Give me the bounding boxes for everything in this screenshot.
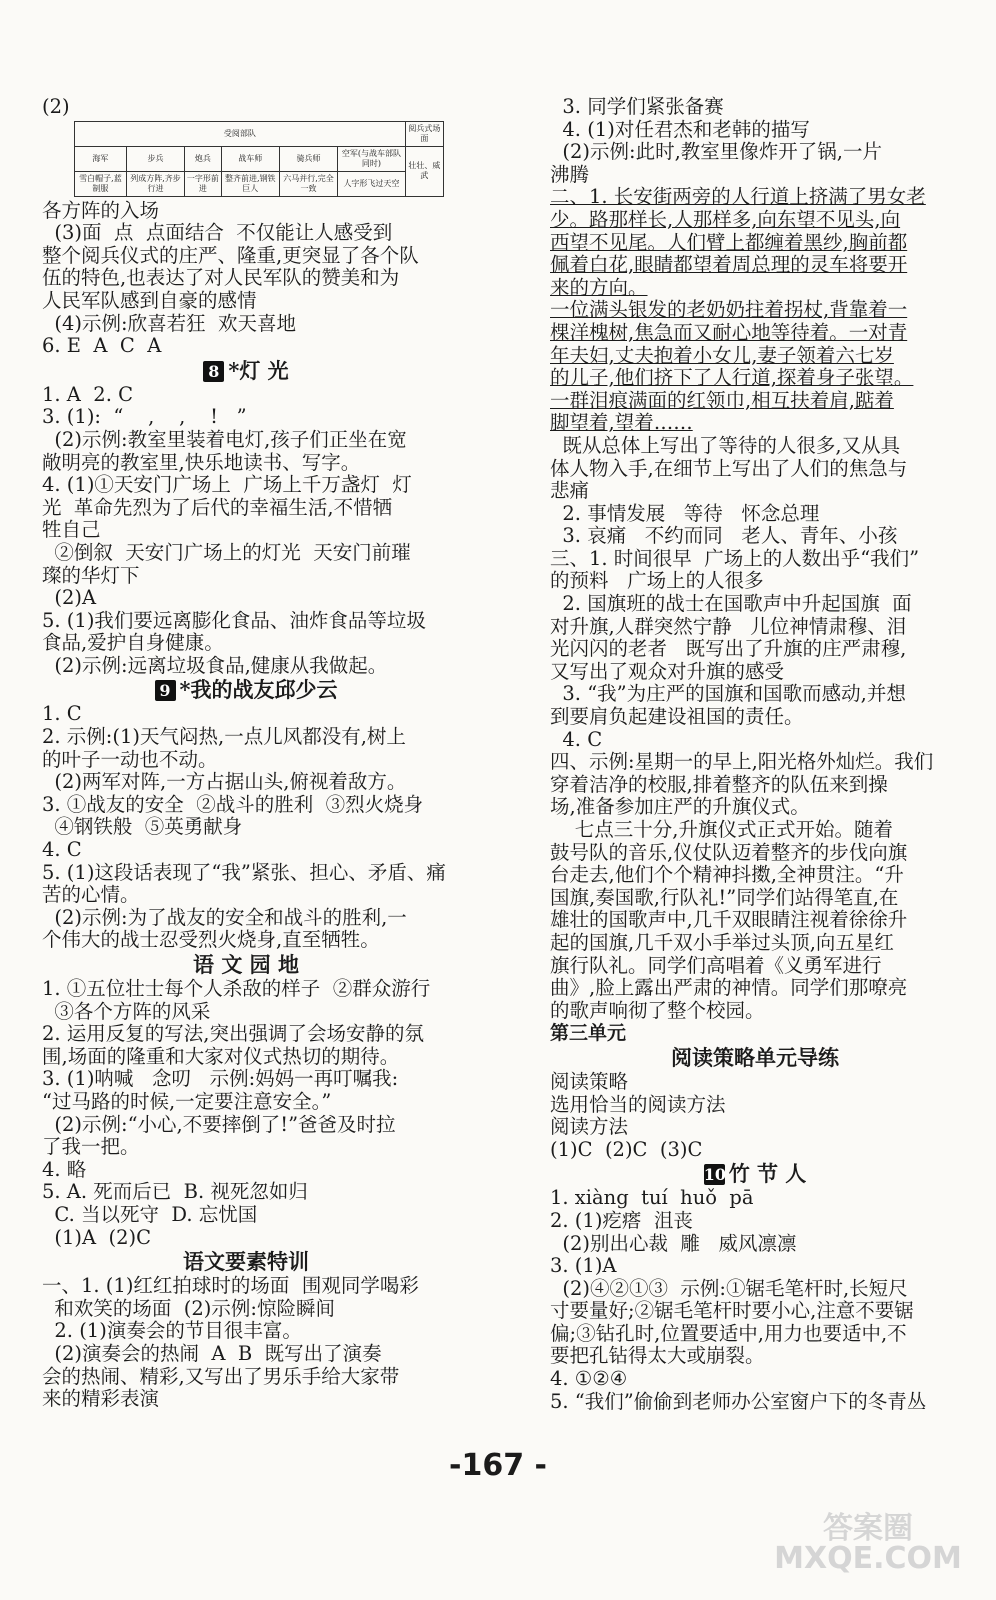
answer-block xyxy=(42,703,450,952)
answer-line: 2. 运用反复的写法,突出强调了会场安静的氛 xyxy=(42,1023,425,1046)
section-heading-10 xyxy=(550,1162,960,1186)
answer-line: (2)示例:为了战友的安全和战斗的胜利,一 xyxy=(42,906,407,929)
answer-line: 旗行队礼。同学们高唱着《义勇军进行 xyxy=(550,954,882,977)
answer-block xyxy=(550,96,960,186)
answer-line: (2)④②①③ 示例:①锯毛笔杆时,长短尺 xyxy=(550,1277,908,1300)
answer-line: 阅读方法 xyxy=(550,1116,629,1139)
answer-line: 曲》,脸上露出严肃的神情。同学们那嘹亮 xyxy=(550,977,908,1000)
answer-line: 的预料 广场上的人很多 xyxy=(550,570,764,593)
table-cell: 步兵 xyxy=(126,146,184,171)
answer-line: 3. 同学们紧张备赛 xyxy=(550,96,724,118)
answer-line: “过马路的时候,一定要注意安全。” xyxy=(42,1090,332,1113)
answer-line: 西望不见尾。人们臂上都缠着黑纱,胸前都 xyxy=(550,231,908,254)
answer-line: (2)演奏会的热闹 A B 既写出了演奏 xyxy=(42,1342,382,1365)
answer-line: 到要肩负起建设祖国的责任。 xyxy=(550,706,804,729)
answer-line: 5. A. 死而后已 B. 视死忽如归 xyxy=(42,1181,308,1204)
answer-line: 来的精彩表演 xyxy=(42,1388,160,1411)
answer-line: 棵洋槐树,焦急而又耐心地等待着。一对青 xyxy=(550,321,908,344)
answer-line: (2)别出心裁 雕 威风凛凛 xyxy=(550,1232,797,1255)
answer-line: 整个阅兵仪式的庄严、隆重,更突显了各个队 xyxy=(42,244,419,267)
answer-line: ④钢铁般 ⑤英勇献身 xyxy=(42,816,243,839)
section-heading-texun: 语文要素特训 xyxy=(183,1249,309,1275)
section-heading-8 xyxy=(42,359,450,383)
answer-line: (1)A (2)C xyxy=(42,1226,152,1249)
table-header-scene: 阅兵式场面 xyxy=(405,121,443,146)
answer-line: 5. “我们”偷偷到老师办公室窗户下的冬青丛 xyxy=(550,1390,927,1413)
table-cell: 战车师 xyxy=(221,146,279,171)
answer-line: 又写出了观众对升旗的感受 xyxy=(550,660,785,683)
answer-line: 4. ①②④ xyxy=(550,1368,628,1391)
answer-line: 既从总体上写出了等待的人很多,又从具 xyxy=(550,434,901,457)
answer-line: 2. (1)演奏会的节目很丰富。 xyxy=(42,1320,302,1343)
page-number: -167 - xyxy=(449,1448,547,1483)
answer-line: 3. (1)A xyxy=(550,1255,617,1278)
answer-line: 来的方向。 xyxy=(550,276,648,299)
answer-line: 沸腾 xyxy=(550,163,590,186)
answer-line: 人民军队感到自豪的感情 xyxy=(42,289,257,312)
answer-line: 苦的心情。 xyxy=(42,884,140,907)
answer-line: (4)示例:欣喜若狂 欢天喜地 xyxy=(42,312,296,335)
watermark-logo xyxy=(758,1511,978,1584)
answer-line: 4. (1)对任君杰和老韩的描写 xyxy=(550,118,810,141)
answer-line: 台走去,他们个个精神抖擞,全神贯注。“升 xyxy=(550,864,904,887)
answer-line: 的叶子一动也不动。 xyxy=(42,748,218,771)
answer-line: 少。路那样长,人那样多,向东望不见头,向 xyxy=(550,208,901,231)
answer-line: (2)示例:教室里装着电灯,孩子们正坐在宽 xyxy=(42,428,407,451)
section-title: *我的战友邱少云 xyxy=(179,677,338,703)
answer-line: ②倒叙 天安门广场上的灯光 天安门前璀 xyxy=(42,541,411,564)
answer-line: 光闪闪的老者 既写出了升旗的庄严肃穆, xyxy=(550,638,907,661)
answer-line: 寸要量好;②锯毛笔杆时要小心,注意不要锯 xyxy=(550,1300,914,1323)
answer-block xyxy=(42,384,450,678)
answer-line: 四、示例:星期一的早上,阳光格外灿烂。我们 xyxy=(550,751,934,774)
answer-line: 的儿子,他们挤下了人行道,探着身子张望。 xyxy=(550,367,914,390)
answer-line: 5. (1)这段话表现了“我”紧张、担心、矛盾、痛 xyxy=(42,861,446,884)
answer-line: C. 当以死守 D. 忘忧国 xyxy=(42,1203,258,1226)
answer-line: 围,场面的隆重和大家对仪式热切的期待。 xyxy=(42,1045,400,1068)
section-title: *灯 光 xyxy=(228,357,289,383)
answer-line: 佩着白花,眼睛都望着周总理的灵车将要开 xyxy=(550,254,908,277)
answer-line: 穿着洁净的校服,排着整齐的队伍来到操 xyxy=(550,773,888,796)
left-column xyxy=(42,96,450,1411)
answer-line: 2. 示例:(1)天气闷热,一点儿风都没有,树上 xyxy=(42,726,406,749)
answer-block xyxy=(550,1187,960,1413)
answer-line: 鼓号队的音乐,仪仗队迈着整齐的步伐向旗 xyxy=(550,841,908,864)
table-cell: 雪白帽子,蓝制服 xyxy=(75,171,127,196)
answer-line: 3. ①战友的安全 ②战斗的胜利 ③烈火烧身 xyxy=(42,793,424,816)
answer-line: 脚望着,望着…… xyxy=(550,412,693,435)
answer-line: 会的热闹、精彩,又写出了男乐手给大家带 xyxy=(42,1365,400,1388)
answer-line: 6. E A C A xyxy=(42,335,162,358)
answer-line: 3. “我”为庄严的国旗和国歌而感动,并想 xyxy=(550,683,906,706)
answer-line: 1. C xyxy=(42,703,82,726)
answer-line: 5. (1)我们要远离膨化食品、油炸食品等垃圾 xyxy=(42,609,426,632)
answer-line: (3)面 点 点面结合 不仅能让人感受到 xyxy=(42,222,393,245)
answer-line: 各方阵的入场 xyxy=(42,199,160,222)
answer-line: 1. ①五位壮士每个人杀敌的样子 ②群众游行 xyxy=(42,978,431,1000)
table-cell: 一字形前进 xyxy=(185,171,222,196)
answer-line: 要把孔钻得太大或崩裂。 xyxy=(550,1345,765,1368)
answer-block xyxy=(42,1275,450,1411)
right-column xyxy=(550,96,960,1413)
table-cell: 列成方阵,齐步行进 xyxy=(126,171,184,196)
answer-block xyxy=(550,435,960,1022)
answer-block xyxy=(550,1071,960,1161)
answer-line: 2. 国旗班的战士在国歌声中升起国旗 面 xyxy=(550,593,912,616)
answer-line: 和欢笑的场面 (2)示例:惊险瞬间 xyxy=(42,1297,335,1320)
answer-line: 的歌声响彻了整个校园。 xyxy=(550,999,765,1022)
answer-line: (1)C (2)C (3)C xyxy=(550,1138,703,1161)
answer-line: 4. C xyxy=(42,839,82,862)
answer-line: 伍的特色,也表达了对人民军队的赞美和为 xyxy=(42,267,400,290)
answer-line: 1. xiàng tuí huǒ pā xyxy=(550,1187,754,1210)
answer-line: 光 革命先烈为了后代的幸福生活,不惜牺 xyxy=(42,496,393,519)
answer-line: 1. A 2. C xyxy=(42,383,134,406)
answer-line: 国旗,奏国歌,行队礼!”同学们站得笔直,在 xyxy=(550,886,899,909)
answer-line: 起的国旗,几千双小手举过头顶,向五星红 xyxy=(550,931,894,954)
section-heading-reading-strategy: 阅读策略单元导练 xyxy=(671,1044,839,1070)
lesson-number-badge: 10 xyxy=(703,1165,726,1185)
answer-line: 4. 略 xyxy=(42,1158,87,1181)
table-label: (2) xyxy=(42,96,70,118)
answer-line: 对升旗,人群突然宁静 儿位神情肃穆、泪 xyxy=(550,615,907,638)
answer-line: 场,准备参加庄严的升旗仪式。 xyxy=(550,796,810,819)
section-heading-yuwen-yuandi: 语 文 园 地 xyxy=(193,952,299,977)
parade-table xyxy=(74,121,444,197)
section-title: 竹 节 人 xyxy=(728,1161,807,1187)
answer-line: 食品,爱护自身健康。 xyxy=(42,632,224,655)
answer-line: 3. 哀痛 不约而同 老人、青年、小孩 xyxy=(550,525,898,548)
lesson-number-badge: 9 xyxy=(155,680,176,701)
answer-line: 一、1. (1)红红拍球时的场面 围观同学喝彩 xyxy=(42,1275,419,1298)
table-cell: 炮兵 xyxy=(185,146,222,171)
watermark-line: 答案圈 xyxy=(823,1511,913,1546)
answer-line: (2)示例:此时,教室里像炸开了锅,一片 xyxy=(550,141,882,164)
answer-line: 年夫妇,丈夫抱着小女儿,妻子领着六七岁 xyxy=(550,344,894,367)
answer-line: 偏;③钻孔时,位置要适中,用力也要适中,不 xyxy=(550,1322,907,1345)
answer-block xyxy=(42,200,450,358)
answer-line: 敞明亮的教室里,快乐地读书、写字。 xyxy=(42,451,361,474)
answer-line: (2)示例:“小心,不要摔倒了!”爸爸及时拉 xyxy=(42,1113,396,1136)
answer-line: 3. (1)呐喊 念叨 示例:妈妈一再叮嘱我: xyxy=(42,1068,399,1091)
table-cell: 六马并行,完全一致 xyxy=(279,171,337,196)
answer-block-underlined xyxy=(550,186,960,435)
answer-line: 3. (1): “ , , ! ” xyxy=(42,406,247,429)
answer-line: (2)两军对阵,一方占据山头,俯视着敌方。 xyxy=(42,771,407,794)
lesson-number-badge: 8 xyxy=(203,361,224,382)
answer-line: (2)A xyxy=(42,587,97,610)
answer-line: 七点三十分,升旗仪式正式开始。随着 xyxy=(550,819,893,841)
answer-line: 璨的华灯下 xyxy=(42,564,140,587)
answer-line: 4. C xyxy=(550,728,603,751)
answer-line: 二、1. 长安街两旁的人行道上挤满了男女老 xyxy=(550,186,926,209)
section-heading-9 xyxy=(42,678,450,702)
answer-line: 一群泪痕满面的红领巾,相互扶着肩,踮着 xyxy=(550,389,894,412)
watermark-line: MXQE.COM xyxy=(774,1541,962,1576)
answer-line: 阅读策略 xyxy=(550,1070,629,1093)
answer-line: 牲自己 xyxy=(42,519,101,542)
answer-line: 2. (1)疙瘩 沮丧 xyxy=(550,1209,693,1232)
table-cell: 整齐前进,钢铁巨人 xyxy=(221,171,279,196)
answer-line: 了我一把。 xyxy=(42,1136,140,1159)
answer-line: 体人物入手,在细节上写出了人们的焦急与 xyxy=(550,457,908,480)
table-cell: 空军(与战车部队同时) xyxy=(338,146,406,171)
answer-line: 选用恰当的阅读方法 xyxy=(550,1093,726,1116)
answer-line: 个伟大的战士忍受烈火烧身,直至牺牲。 xyxy=(42,929,380,952)
answer-line: 一位满头银发的老奶奶拄着拐杖,背靠着一 xyxy=(550,299,908,322)
table-cell: 人字形飞过天空 xyxy=(338,171,406,196)
table-cell: 壮壮、威武 xyxy=(405,146,443,196)
table-cell: 骑兵师 xyxy=(279,146,337,171)
table-cell: 海军 xyxy=(75,146,127,171)
answer-line: 三、1. 时间很早 广场上的人数出乎“我们” xyxy=(550,547,920,570)
answer-block xyxy=(42,978,450,1249)
answer-line: ③各个方阵的风采 xyxy=(42,1000,211,1023)
unit-heading: 第三单元 xyxy=(550,1022,627,1045)
answer-line: 悲痛 xyxy=(550,480,590,503)
answer-line: 2. 事情发展 等待 怀念总理 xyxy=(550,502,820,525)
answer-line: 4. (1)①天安门广场上 广场上千万盏灯 灯 xyxy=(42,474,412,497)
answer-line: (2)示例:远离垃圾食品,健康从我做起。 xyxy=(42,654,388,677)
table-header-troops: 受阅部队 xyxy=(75,121,406,146)
answer-line: 雄壮的国歌声中,几千双眼睛注视着徐徐升 xyxy=(550,909,908,932)
